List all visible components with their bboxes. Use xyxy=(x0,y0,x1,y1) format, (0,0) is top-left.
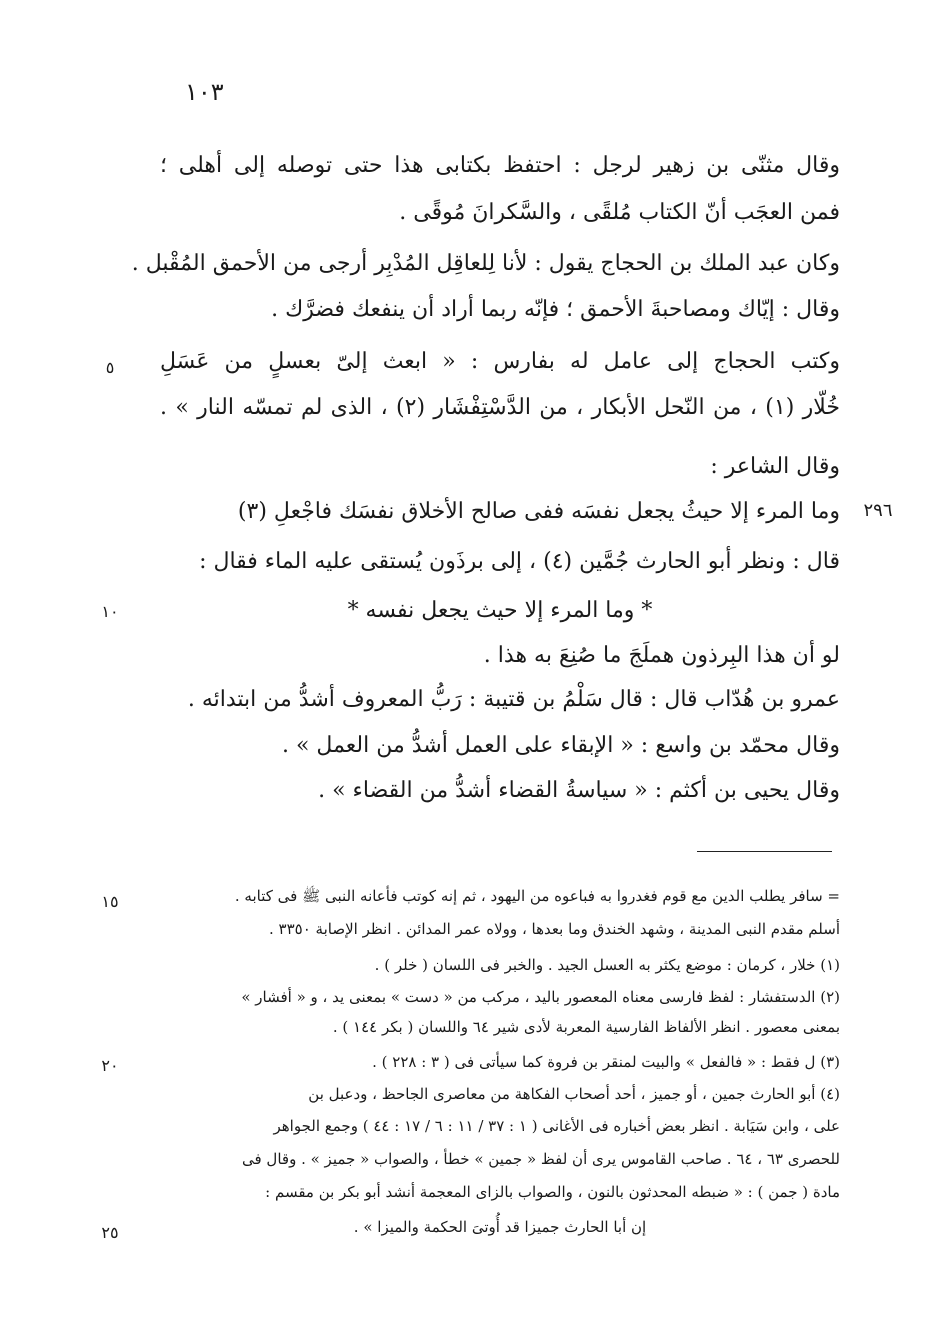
footnote-4-cont-2: للحصرى ٦٣ ، ٦٤ . صاحب القاموس يرى أن لفظ « جمين » خطأ ، والصواب « جميز » . وقال فى xyxy=(241,1150,840,1168)
footnote-1: (١) خلار ، كرمان : موضع يكثر به العسل الجيد . والخبر فى اللسان ( خلر ) . xyxy=(374,956,840,974)
footnote-4: (٤) أبو الحارث جمين ، أو جميز ، أحد أصحاب الفكاهة من معاصرى الجاحظ ، ودعبل بن xyxy=(308,1085,840,1103)
text-line-11: لو أن هذا البِرذون هملَجَ ما صُنِعَ به هذا . xyxy=(483,643,840,668)
page-number: ١٠٣ xyxy=(185,78,224,106)
text-line-7: وقال الشاعر : xyxy=(710,454,840,479)
text-line-2: فمن العجَب أنّ الكتاب مُلقًى ، والسَّكرانَ مُوقًى . xyxy=(399,200,840,225)
footnote-3: (٣) ل فقط : « فالفعل » والبيت لمنقر بن فروة كما سيأتى فى ( ٣ : ٢٢٨ ) . xyxy=(372,1053,840,1071)
text-line-4: وقال : إيّاك ومصاحبةَ الأحمق ؛ فإنّه ربما أراد أن ينفعك فضرَّك . xyxy=(271,297,840,322)
text-line-14: وقال يحيى بن أكثم : « سياسةُ القضاء أشدُّ من القضاء » . xyxy=(318,778,840,803)
verse-quote: * وما المرء إلا حيث يجعل نفسه * xyxy=(347,598,653,623)
footnote-4-cont-3: مادة ( جمن ) : « ضبطه المحدثون بالنون ، والصواب بالزاى المعجمة أنشد أبو بكر بن مقسم : xyxy=(265,1183,840,1201)
footnote-separator xyxy=(697,851,832,852)
verse-line: وما المرء إلا حيثُ يجعل نفسَه ففى صالح الأخلاق نفسَك فاجْعلِ (٣) xyxy=(237,499,840,524)
footnote-line-2: أسلم مقدم النبى المدينة ، وشهد الخندق وما بعدها ، وولاه عمر المدائن . انظر الإصابة ٣٣٥٠ . xyxy=(269,920,840,938)
margin-number-20: ٢٠ xyxy=(101,1056,119,1075)
text-line-5: وكتب الحجاج إلى عامل له بفارس : « ابعث إلىّ بعسلٍ من عَسَلِ xyxy=(160,349,840,374)
footnote-4-cont-1: على ، وابن سَيَابة . انظر بعض أخباره فى الأغانى ( ١ : ٣٧ / ١١ : ٦ / ١٧ : ٤٤ ) وجمع الجواهر xyxy=(273,1117,840,1135)
text-line-13: وقال محمّد بن واسع : « الإبقاء على العمل أشدُّ من العمل » . xyxy=(281,733,840,758)
footnote-line-1: = سافر يطلب الدين مع قوم فغدروا به فباعوه من اليهود ، ثم إنه كوتب فأعانه النبى ﷺ فى كتابه . xyxy=(234,887,840,905)
text-line-6: خُلّار (١) ، من النّحل الأبكار ، من الدَّسْتِفْشَار (٢) ، الذى لم تمسّه النار » . xyxy=(160,395,840,420)
margin-number-5: ٥ xyxy=(105,358,115,377)
footnote-2: (٢) الدستفشار : لفظ فارسى معناه المعصور باليد ، مركب من « دست » بمعنى يد ، و « أفشار » xyxy=(241,988,840,1006)
text-line-12: عمرو بن هُدّاب قال : قال سَلْمُ بن قتيبة : رَبُّ المعروف أشدُّ من ابتدائه . xyxy=(187,687,840,712)
margin-number-15: ١٥ xyxy=(101,892,119,911)
text-line-9: قال : ونظر أبو الحارث جُمَّين (٤) ، إلى برذَون يُستقى عليه الماء فقال : xyxy=(199,549,840,574)
footnote-verse: إن أبا الحارث جميزا قد أُوتىَ الحكمة والميزا » . xyxy=(353,1218,647,1236)
text-line-3: وكان عبد الملك بن الحجاج يقول : لأنا لِلعاقِل المُدْبِر أرجى من الأحمق المُقْبل . xyxy=(131,251,840,276)
text-line-1: وقال مثنّى بن زهير لرجل : احتفظ بكتابى هذا حتى توصله إلى أهلى ؛ xyxy=(160,153,840,178)
footnote-2-cont: بمعنى معصور . انظر الألفاظ الفارسية المعربة لأدى شير ٦٤ واللسان ( بكر ١٤٤ ) . xyxy=(332,1018,840,1036)
margin-number-10: ١٠ xyxy=(101,602,119,621)
verse-number: ٢٩٦ xyxy=(863,500,893,521)
margin-number-25: ٢٥ xyxy=(101,1223,119,1242)
